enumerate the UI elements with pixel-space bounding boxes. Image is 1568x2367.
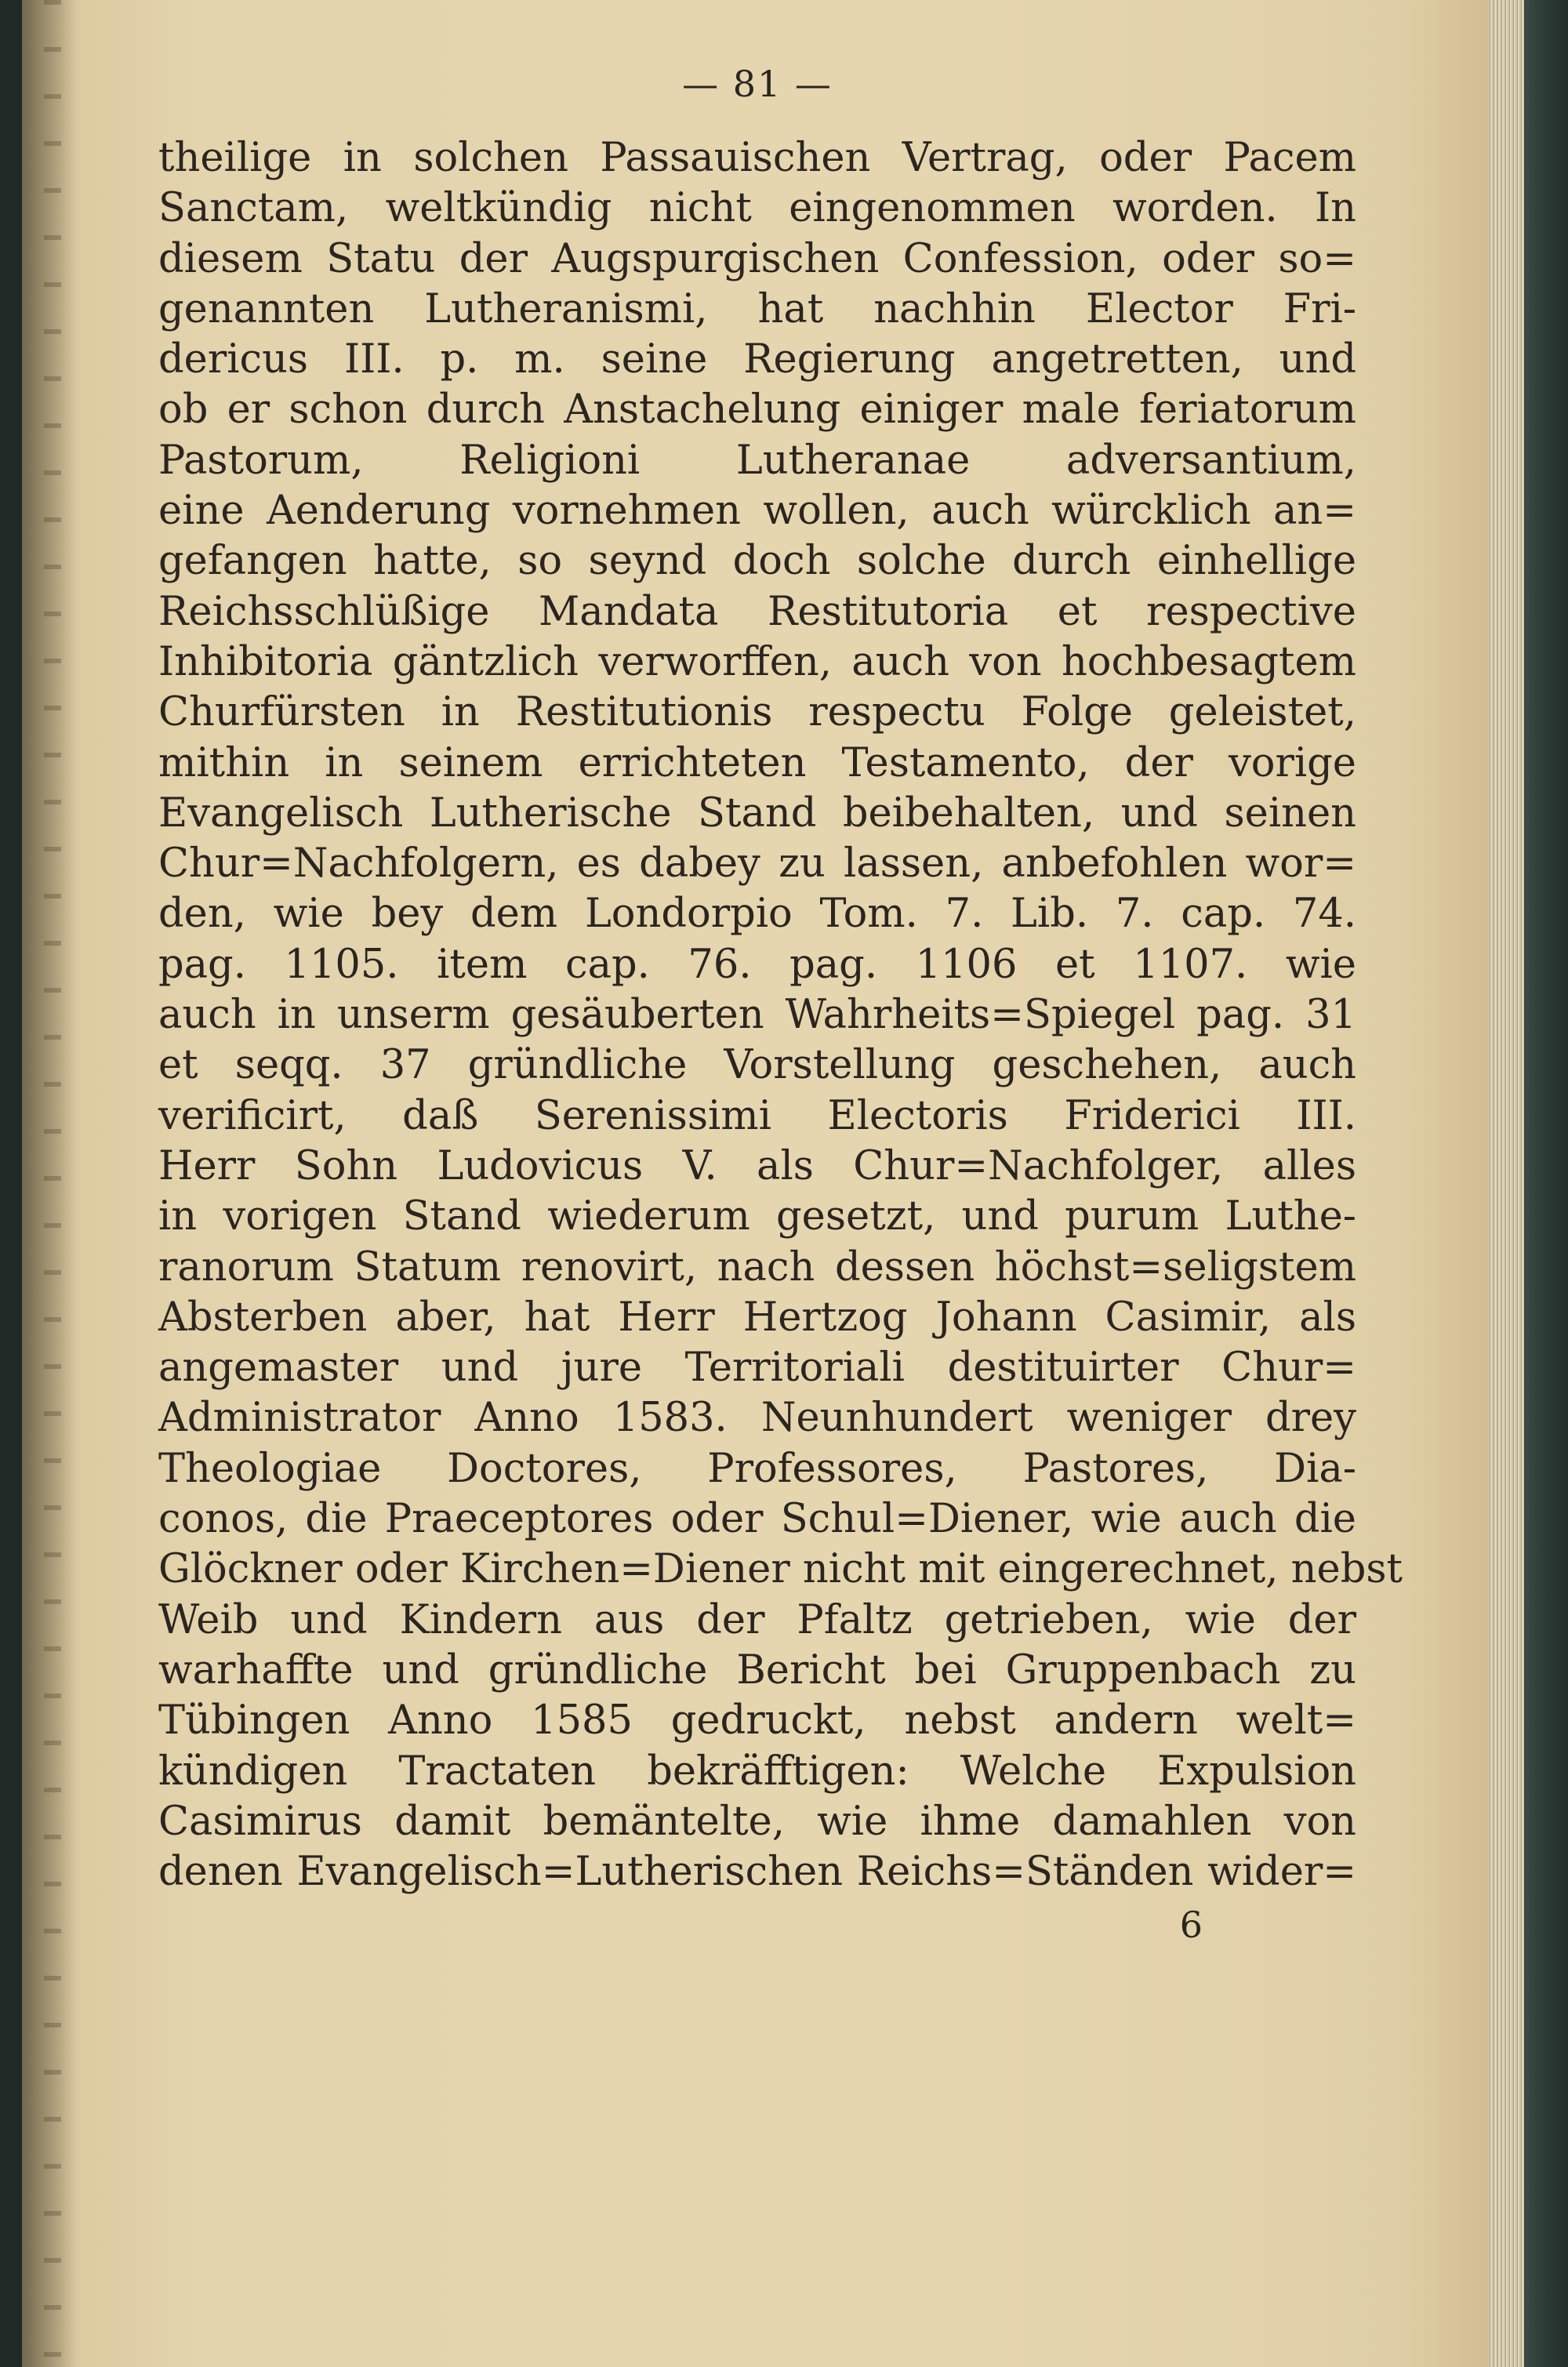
text-line: auch in unserm gesäuberten Wahrheits=Spiegel pag. 31	[158, 992, 1356, 1039]
text-line: Administrator Anno 1583. Neunhundert weniger drey	[158, 1395, 1356, 1442]
text-line: Tübingen Anno 1585 gedruckt, nebst andern welt=	[158, 1697, 1356, 1744]
book-cover	[1524, 0, 1568, 2367]
text-line: diesem Statu der Augspurgischen Confession, oder so=	[158, 235, 1356, 282]
text-line: gefangen hatte, so seynd doch solche durch einhellige	[158, 538, 1356, 585]
text-line: den, wie bey dem Londorpio Tom. 7. Lib. 7. cap. 74.	[158, 891, 1356, 938]
body-text	[158, 133, 1403, 1897]
signature-mark: 6	[1179, 1904, 1203, 1947]
text-line: dericus III. p. m. seine Regierung angetretten, und	[158, 336, 1356, 383]
page-foxing	[44, 0, 61, 2367]
text-line: Reichsschlüßige Mandata Restitutoria et respective	[158, 588, 1356, 635]
text-line: Absterben aber, hat Herr Hertzog Johann Casimir, als	[158, 1294, 1356, 1341]
text-line: theilige in solchen Passauischen Vertrag, oder Pacem	[158, 135, 1356, 181]
text-line: warhaffte und gründliche Bericht bei Gruppenbach zu	[158, 1646, 1356, 1694]
page-number-header: — 81 —	[682, 63, 833, 105]
text-line: Inhibitoria gäntzlich verworffen, auch von hochbesagtem	[158, 638, 1356, 685]
text-line: eine Aenderung vornehmen wollen, auch würcklich an=	[158, 488, 1356, 535]
text-line: pag. 1105. item cap. 76. pag. 1106 et 1107. wie	[158, 941, 1356, 988]
text-line: Casimirus damit bemäntelte, wie ihme damahlen von	[158, 1798, 1356, 1845]
text-line: denen Evangelisch=Lutherischen Reichs=Ständen wider=	[158, 1849, 1356, 1896]
text-line: Churfürsten in Restitutionis respectu Folge geleistet,	[158, 689, 1356, 736]
page-edges	[1488, 0, 1524, 2367]
text-line: conos, die Praeceptores oder Schul=Diener, wie auch die	[158, 1496, 1356, 1543]
text-line: mithin in seinem errichteten Testamento, der vorige	[158, 739, 1356, 786]
text-line: Chur=Nachfolgern, es dabey zu lassen, anbefohlen wor=	[158, 840, 1356, 888]
text-line: Herr Sohn Ludovicus V. als Chur=Nachfolger, alles	[158, 1142, 1356, 1189]
text-line: genannten Lutheranismi, hat nachhin Elector Fri-	[158, 285, 1356, 332]
text-line: Evangelisch Lutherische Stand beibehalten, und seinen	[158, 790, 1356, 837]
text-line: Pastorum, Religioni Lutheranae adversantium,	[158, 437, 1356, 484]
book-page	[22, 0, 1513, 2367]
text-line: et seqq. 37 gründliche Vorstellung geschehen, auch	[158, 1042, 1356, 1089]
text-line: kündigen Tractaten bekräfftigen: Welche Expulsion	[158, 1748, 1356, 1795]
text-line: Theologiae Doctores, Professores, Pastores, Dia-	[158, 1445, 1356, 1492]
text-line: in vorigen Stand wiederum gesetzt, und purum Luthe-	[158, 1193, 1356, 1240]
text-line: ranorum Statum renovirt, nach dessen höchst=seligstem	[158, 1243, 1356, 1291]
text-line: Weib und Kindern aus der Pfaltz getrieben, wie der	[158, 1596, 1356, 1643]
text-block	[158, 63, 1403, 1947]
text-line: verificirt, daß Serenissimi Electoris Friderici III.	[158, 1092, 1356, 1139]
text-line: Sanctam, weltkündig nicht eingenommen worden. In	[158, 185, 1356, 232]
text-line: angemaster und jure Territoriali destituirter Chur=	[158, 1345, 1356, 1392]
text-line: ob er schon durch Anstachelung einiger male feriatorum	[158, 387, 1356, 434]
text-line: Glöckner oder Kirchen=Diener nicht mit eingerechnet, nebst	[158, 1546, 1403, 1593]
